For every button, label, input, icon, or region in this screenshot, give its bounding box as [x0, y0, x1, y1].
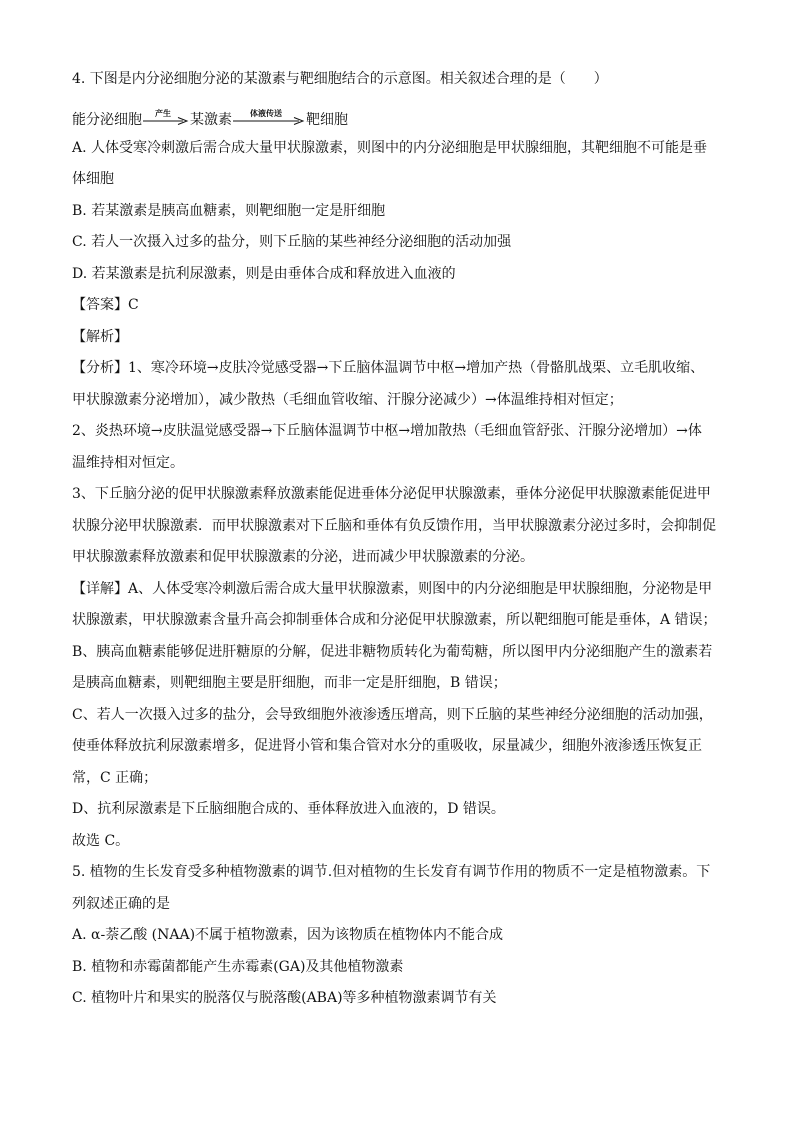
- question-4-option-b: B. 若某激素是胰高血糖素，则靶细胞一定是肝细胞: [72, 202, 386, 219]
- analysis-line: 温维持相对恒定。: [72, 454, 184, 471]
- question-4-option-c: C. 若人一次摄入过多的盐分，则下丘脑的某些神经分泌细胞的活动加强: [72, 234, 512, 250]
- analysis-line: 【分析】1、寒冷环境→皮肤冷觉感受器→下丘脑体温调节中枢→增加产热（骨骼肌战栗、立毛肌收缩、: [72, 360, 705, 376]
- detail-line: 常，C 正确；: [72, 769, 158, 786]
- question-5-option-c: C. 植物叶片和果实的脱落仅与脱落酸(ABA)等多种植物激素调节有关: [72, 990, 497, 1006]
- question-5-stem: 5. 植物的生长发育受多种植物激素的调节.但对植物的生长发育有调节作用的物质不一定是植物激素。下: [72, 864, 711, 880]
- question-4-option-a: A. 人体受寒冷刺激后需合成大量甲状腺激素，则图中的内分泌细胞是甲状腺细胞，其靶细胞不可能是垂: [72, 139, 708, 156]
- hormone-flow-diagram: [72, 96, 722, 130]
- analysis-line: 甲状腺激素分泌增加），减少散热（毛细血管收缩、汗腺分泌减少）→体温维持相对恒定；: [72, 391, 623, 408]
- detail-line: 故选 C。: [72, 832, 130, 849]
- detail-line: 状腺激素，甲状腺激素含量升高会抑制垂体合成和分泌促甲状腺激素，所以靶细胞可能是垂体，A 错误；: [72, 612, 717, 628]
- analysis-line: 3、下丘脑分泌的促甲状腺激素释放激素能促进垂体分泌促甲状腺激素，垂体分泌促甲状腺激素能促进甲: [72, 486, 711, 502]
- flow-arrow-transport-label: 体液传送: [250, 107, 282, 118]
- question-4-option-d: D. 若某激素是抗利尿激素，则是由垂体合成和释放进入血液的: [72, 265, 456, 282]
- question-4-option-a-continued: 体细胞: [72, 171, 114, 187]
- detail-line: D、抗利尿激素是下丘脑细胞合成的、垂体释放进入血液的，D 错误。: [72, 801, 505, 817]
- question-5-stem-continued: 列叙述正确的是: [72, 895, 170, 912]
- question-4-stem: 4. 下图是内分泌细胞分泌的某激素与靶细胞结合的示意图。相关叙述合理的是（ ）: [72, 71, 608, 87]
- analysis-line: 2、炎热环境→皮肤温觉感受器→下丘脑体温调节中枢→增加散热（毛细血管舒张、汗腺分泌增加）→体: [72, 423, 702, 439]
- arrow-right-icon: [143, 117, 189, 125]
- question-4-analysis-heading: 【解析】: [72, 328, 128, 345]
- document-page: [72, 64, 722, 1015]
- detail-line: 【详解】A、人体受寒冷刺激后需合成大量甲状腺激素，则图中的内分泌细胞是甲状腺细胞，分泌物是甲: [72, 580, 713, 597]
- arrow-right-icon: [233, 117, 305, 125]
- detail-line: B、胰高血糖素能够促进肝糖原的分解，促进非糖物质转化为葡萄糖，所以图甲内分泌细胞产生的激素若: [72, 643, 713, 660]
- detail-line: C、若人一次摄入过多的盐分，会导致细胞外液渗透压增高，则下丘脑的某些神经分泌细胞的活动加强，: [72, 706, 713, 723]
- detail-line: 使垂体释放抗利尿激素增多，促进肾小管和集合管对水分的重吸收，尿量减少，细胞外液渗透压恢复正: [72, 738, 702, 754]
- question-4-answer: 【答案】C: [72, 297, 139, 313]
- analysis-line: 状腺分泌甲状腺激素．而甲状腺激素对下丘脑和垂体有负反馈作用，当甲状腺激素分泌过多时，会抑制促: [72, 517, 716, 534]
- question-5-option-a: A. α-萘乙酸 (NAA)不属于植物激素，因为该物质在植物体内不能合成: [72, 927, 504, 943]
- analysis-line: 甲状腺激素释放激素和促甲状腺激素的分泌，进而减少甲状腺激素的分泌。: [72, 549, 534, 565]
- flow-arrow-produce-label: 产生: [155, 107, 171, 118]
- flow-node-secreting-cell: 能分泌细胞: [72, 111, 142, 128]
- flow-arrow-produce: [143, 107, 189, 130]
- detail-line: 是胰高血糖素，则靶细胞主要是肝细胞，而非一定是肝细胞，B 错误；: [72, 675, 507, 691]
- question-5-option-b: B. 植物和赤霉菌都能产生赤霉素(GA)及其他植物激素: [72, 958, 404, 975]
- flow-node-target-cell: 靶细胞: [306, 111, 348, 128]
- flow-arrow-transport: [233, 107, 305, 130]
- flow-node-hormone: 某激素: [190, 111, 232, 128]
